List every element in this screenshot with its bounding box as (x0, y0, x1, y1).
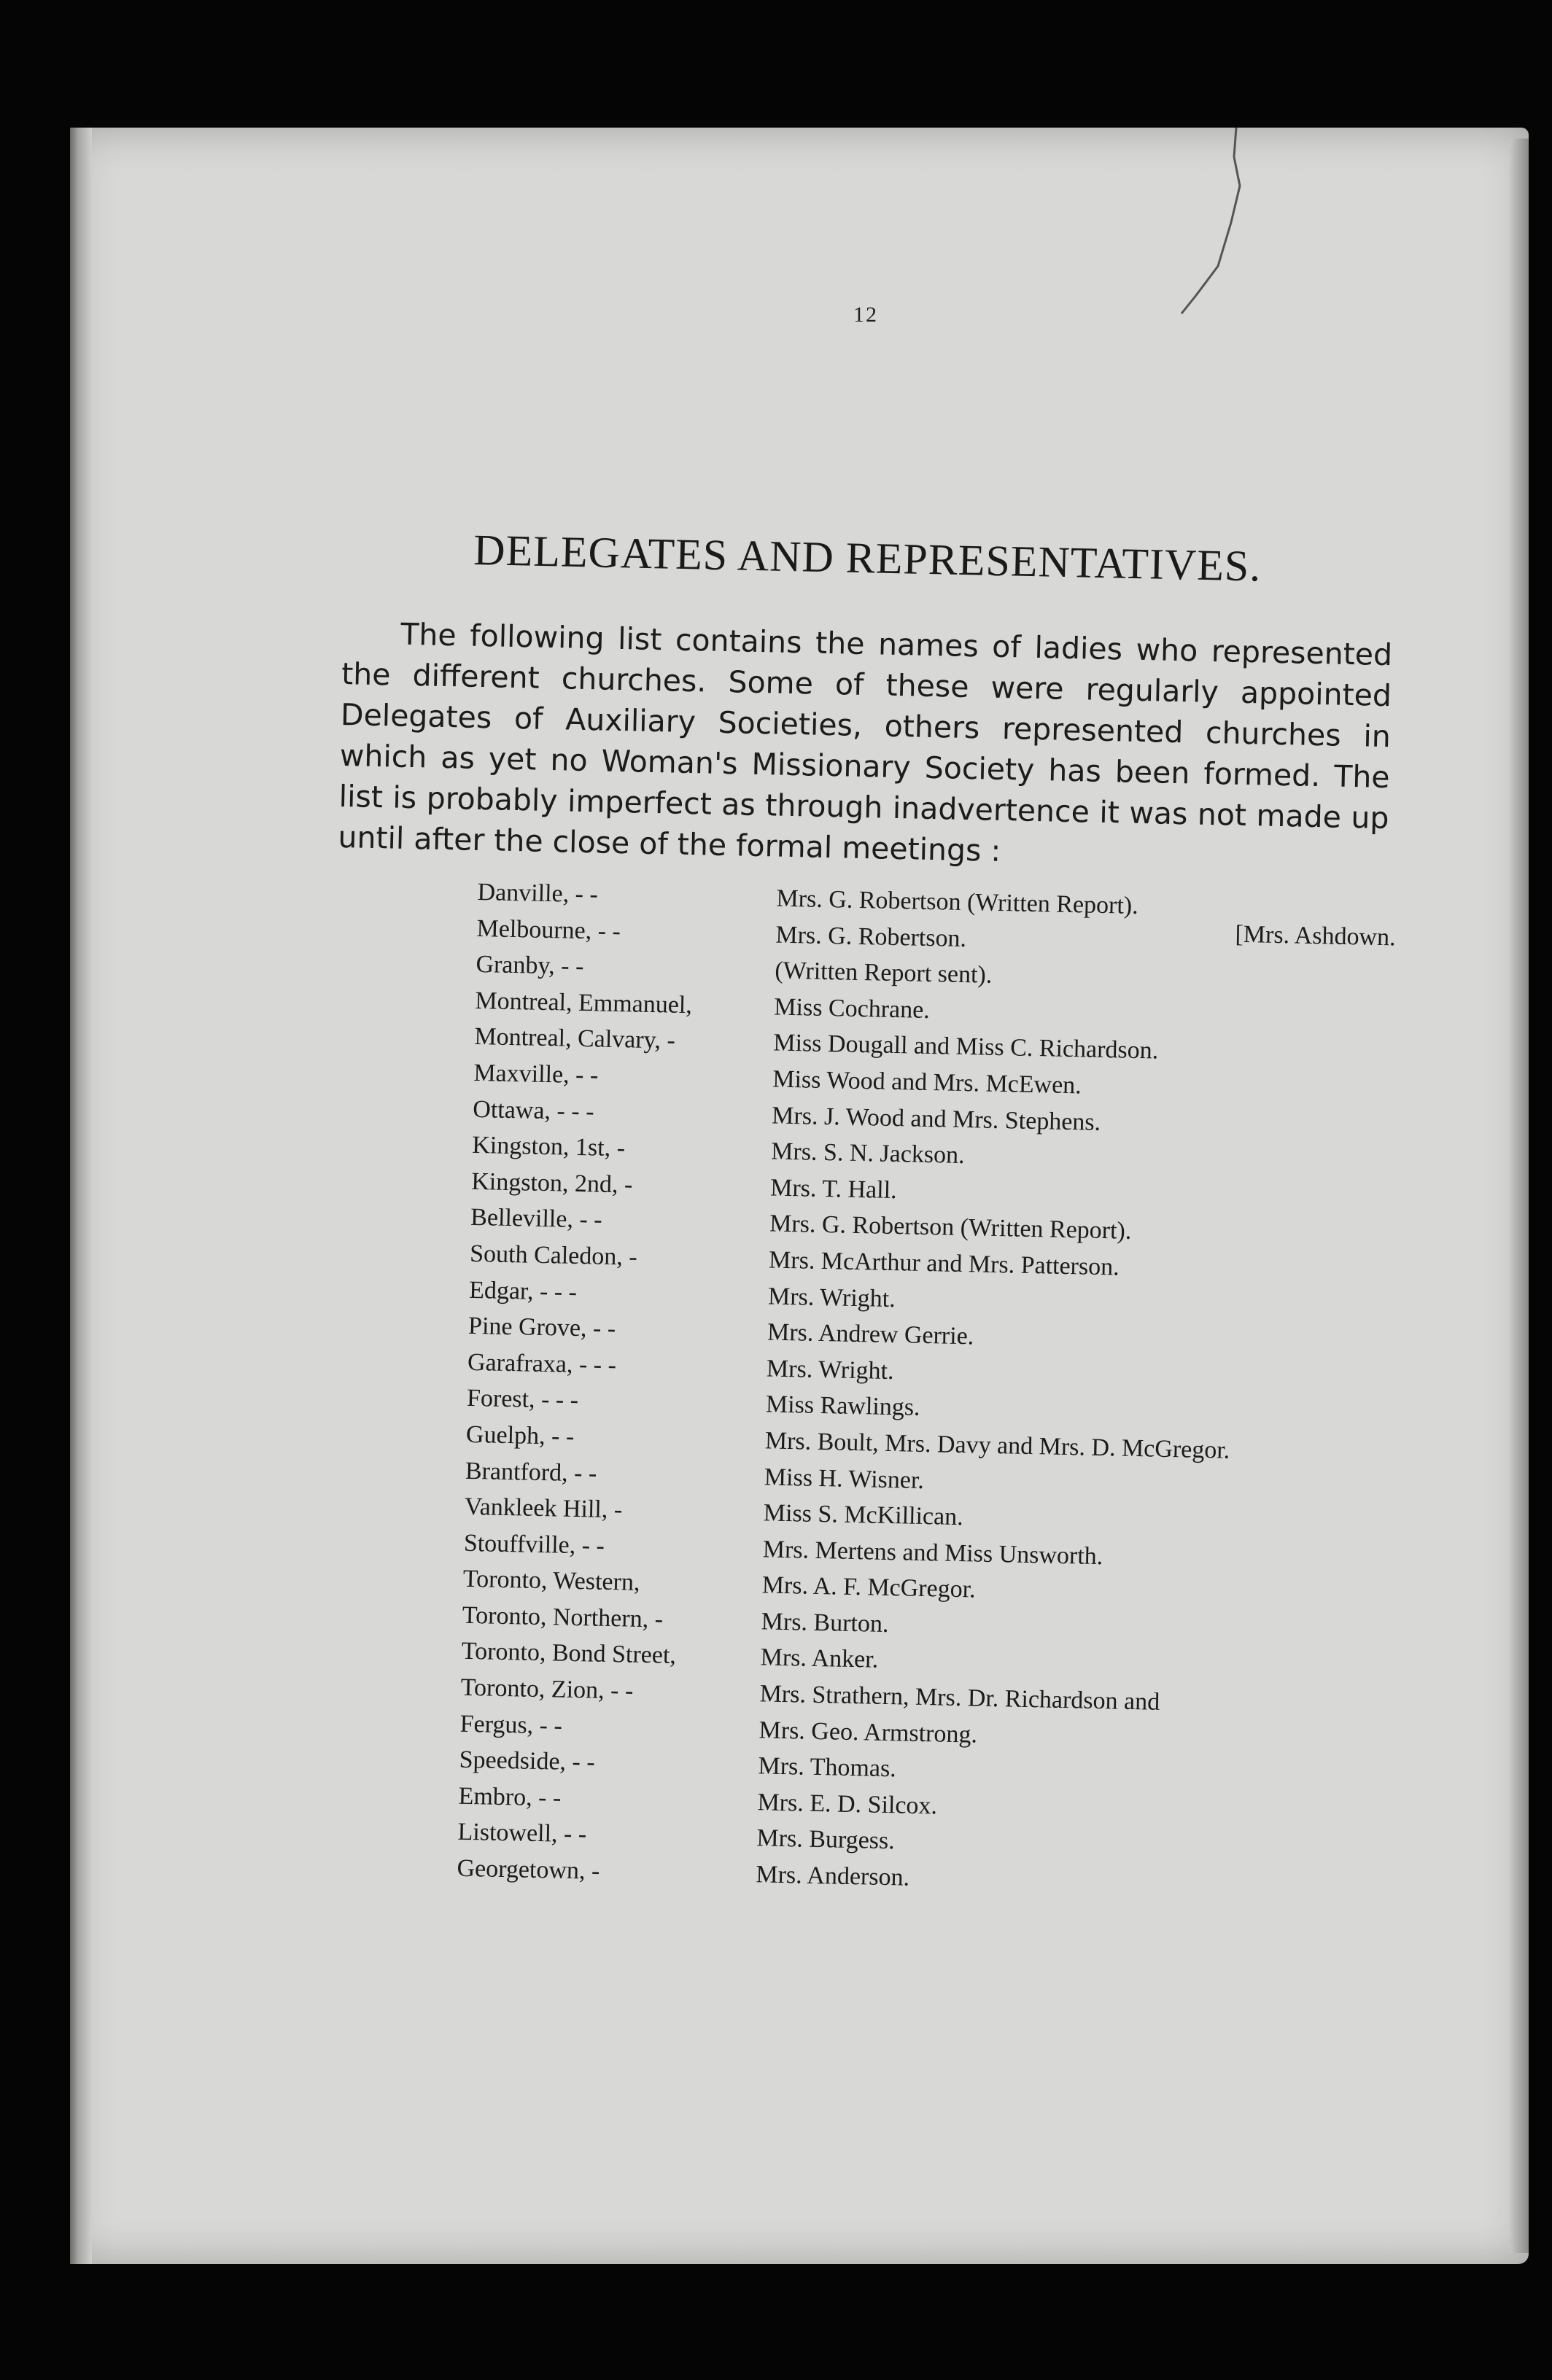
church-place: Belleville, - - (470, 1204, 602, 1234)
delegate-names: Mrs. Wright. (766, 1355, 894, 1385)
church-place: Melbourne, - - (476, 914, 621, 945)
church-place: Kingston, 1st, - (471, 1132, 626, 1162)
church-place: Forest, - - - (466, 1385, 579, 1415)
delegate-names: Mrs. Boult, Mrs. Davy and Mrs. D. McGregor. (764, 1427, 1230, 1464)
church-place: Embro, - - (458, 1782, 562, 1812)
church-place: Fergus, - - (459, 1710, 563, 1740)
delegate-names: Miss Rawlings. (765, 1391, 920, 1422)
delegate-names: Mrs. Wright. (767, 1282, 896, 1312)
church-place: Speedside, - - (459, 1746, 596, 1776)
delegate-names: Mrs. Geo. Armstrong. (758, 1716, 978, 1749)
delegate-names: Mrs. Andrew Gerrie. (767, 1318, 974, 1350)
church-place: Stouffville, - - (463, 1529, 605, 1560)
page-number: 12 (853, 303, 878, 327)
church-place: Danville, - - (477, 879, 599, 909)
delegate-names: Mrs. G. Robertson (Written Report). (776, 884, 1139, 919)
delegate-names: Mrs. Mertens and Miss Unsworth. (762, 1536, 1103, 1570)
delegate-names: Mrs. Anker. (760, 1644, 879, 1674)
church-place: Garafraxa, - - - (467, 1348, 617, 1379)
church-place: Montreal, Emmanuel, (475, 987, 693, 1019)
church-place: Edgar, - - - (468, 1276, 578, 1306)
delegate-names: Mrs. J. Wood and Mrs. Stephens. (771, 1102, 1101, 1136)
church-place: Georgetown, - (457, 1854, 600, 1885)
church-place: Listowell, - - (457, 1819, 587, 1848)
intro-paragraph: The following list contains the names of ladies who represented the different churches. Some of these were regularly appointed Delegates of Auxiliary Societies, others represented churches in which as yet no Woman's Missionary Society has been formed. The list is probably imperfect as through inadvertence it was not made up until after the close of the formal meetings : (338, 616, 1393, 868)
church-place: Granby, - - (476, 951, 584, 981)
church-place: Toronto, Western, (462, 1566, 640, 1597)
delegate-names: Mrs. Anderson. (756, 1861, 910, 1891)
delegate-names: Mrs. Strathern, Mrs. Dr. Richardson and (759, 1680, 1160, 1716)
church-place: Toronto, Northern, - (462, 1601, 664, 1633)
church-place: Toronto, Bond Street, (461, 1638, 677, 1670)
church-place: Guelph, - - (465, 1420, 575, 1450)
delegate-names: Miss Cochrane. (774, 993, 931, 1024)
church-place: Kingston, 2nd, - (470, 1167, 633, 1199)
church-place: Pine Grove, - - (467, 1312, 616, 1343)
page-right-edge (1510, 139, 1529, 2253)
delegate-names: Mrs. A. F. McGregor. (761, 1571, 977, 1603)
paper-tear (1167, 128, 1254, 317)
church-place: Montreal, Calvary, - (474, 1023, 676, 1055)
delegate-names: Mrs. T. Hall. (769, 1174, 898, 1204)
delegate-names: Mrs. G. Robertson. (775, 921, 967, 952)
delegate-names-continuation: [Mrs. Ashdown. (1235, 920, 1396, 952)
delegate-names: Mrs. S. N. Jackson. (770, 1138, 965, 1170)
delegate-names: Mrs. G. Robertson (Written Report). (769, 1210, 1132, 1245)
delegate-names: Miss H. Wisner. (764, 1463, 925, 1494)
church-place: South Caledon, - (469, 1240, 638, 1271)
page-title: DELEGATES AND REPRESENTATIVES. (473, 525, 1262, 591)
church-place: Vankleek Hill, - (464, 1493, 623, 1524)
delegate-names: Miss Dougall and Miss C. Richardson. (772, 1029, 1159, 1065)
page-left-edge (70, 128, 92, 2264)
delegate-names: Mrs. McArthur and Mrs. Patterson. (768, 1246, 1120, 1281)
delegate-list (457, 879, 1397, 1910)
delegate-names: Mrs. Burgess. (756, 1824, 896, 1855)
delegate-names: Mrs. Thomas. (758, 1752, 897, 1783)
church-place: Toronto, Zion, - - (460, 1673, 634, 1705)
church-place: Maxville, - - (473, 1059, 599, 1089)
delegate-names: Mrs. E. D. Silcox. (757, 1789, 938, 1820)
delegate-names: Miss Wood and Mrs. McEwen. (772, 1065, 1082, 1100)
church-place: Brantford, - - (465, 1457, 597, 1488)
delegate-names: (Written Report sent). (775, 957, 993, 989)
church-place: Ottawa, - - - (472, 1095, 594, 1125)
delegate-names: Mrs. Burton. (761, 1608, 889, 1638)
delegate-names: Miss S. McKillican. (763, 1499, 964, 1531)
